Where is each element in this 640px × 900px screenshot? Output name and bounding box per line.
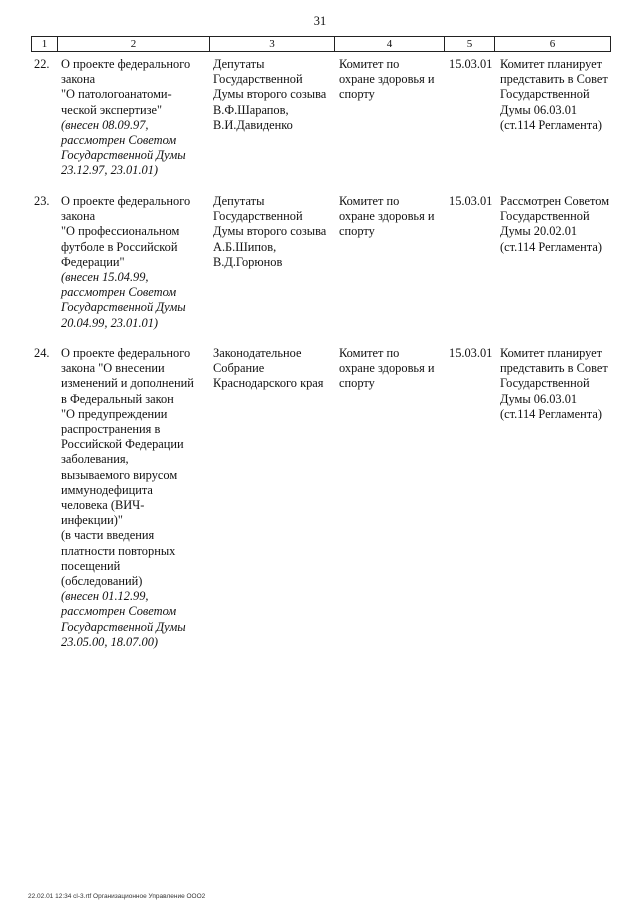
bill-note-line: рассмотрен Советом — [61, 285, 177, 300]
column-header-table — [31, 36, 611, 52]
status-line: Рассмотрен Советом — [500, 194, 610, 208]
bill-title-line: ческой экспертизе" — [61, 102, 163, 117]
review-date: 15.03.01 — [449, 57, 493, 71]
bill-title-line: человека (ВИЧ- — [61, 498, 145, 513]
committee-line: спорту — [339, 376, 375, 391]
committee-line: охране здоровья и — [339, 72, 435, 87]
bill-title-line: инфекции)" — [61, 513, 123, 528]
bill-title — [61, 194, 209, 331]
status-line: Комитет планирует — [500, 57, 603, 71]
bill-title-line: "О профессиональном — [61, 224, 180, 239]
row-number: 22. — [34, 57, 50, 71]
bill-title — [61, 57, 209, 179]
bill-author-line: В.Д.Горюнов — [213, 254, 283, 269]
bill-title — [61, 346, 209, 650]
bill-status — [500, 346, 615, 422]
committee-line: Комитет по — [339, 57, 400, 71]
responsible-committee — [339, 346, 447, 392]
status-line: Думы 06.03.01 — [500, 102, 578, 117]
committee-line: охране здоровья и — [339, 361, 435, 376]
bill-note-line: рассмотрен Советом — [61, 133, 177, 148]
bill-title-line: футболе в Российской — [61, 239, 178, 254]
column-number-4: 4 — [335, 37, 445, 52]
bill-author-line: Думы второго созыва — [213, 87, 327, 102]
bill-title-line: О проекте федерального — [61, 194, 191, 208]
committee-line: охране здоровья и — [339, 209, 435, 224]
bill-title-line: закона — [61, 209, 96, 224]
committee-line: Комитет по — [339, 346, 400, 360]
bill-author-line: В.И.Давиденко — [213, 117, 293, 132]
bill-author — [213, 57, 333, 133]
column-number-2: 2 — [58, 37, 210, 52]
bill-title-line: в Федеральный закон — [61, 391, 174, 406]
bill-note-line: Государственной Думы — [61, 619, 186, 634]
committee-line: спорту — [339, 224, 375, 239]
bill-title-line: заболевания, — [61, 452, 129, 467]
bill-title-line: платности повторных — [61, 543, 176, 558]
column-number-5: 5 — [445, 37, 495, 52]
bill-author-line: В.Ф.Шарапов, — [213, 102, 289, 117]
bill-title-line: "О предупреждении — [61, 406, 168, 421]
bill-note-line: Государственной Думы — [61, 148, 186, 163]
bill-author-line: Государственной — [213, 209, 303, 224]
column-number-1: 1 — [32, 37, 58, 52]
bill-status — [500, 194, 615, 255]
bill-note-line: (внесен 08.09.97, — [61, 117, 149, 132]
status-line: Думы 20.02.01 — [500, 224, 578, 239]
bill-title-line: закона "О внесении — [61, 361, 165, 376]
bill-author-line: Собрание — [213, 361, 265, 376]
bill-status — [500, 57, 615, 133]
bill-title-line: распространения в — [61, 422, 161, 437]
document-footer: 22.02.01 12:34 cl-3.rtf Организационное Управление ООО2 — [28, 893, 206, 900]
bill-title-line: "О патологоанатоми- — [61, 87, 172, 102]
committee-line: Комитет по — [339, 194, 400, 208]
committee-line: спорту — [339, 87, 375, 102]
page-number: 31 — [313, 14, 327, 28]
bill-title-line: О проекте федерального — [61, 57, 191, 71]
status-line: (ст.114 Регламента) — [500, 239, 602, 254]
bill-title-line: О проекте федерального — [61, 346, 191, 360]
bill-title-line: посещений — [61, 558, 121, 573]
bill-author-line: Депутаты — [213, 194, 265, 208]
bill-author-line: Законодательное — [213, 346, 302, 360]
responsible-committee — [339, 57, 447, 103]
bill-note-line: (внесен 15.04.99, — [61, 270, 149, 285]
bill-title-line: (обследований) — [61, 574, 143, 589]
bill-title-line: иммунодефицита — [61, 482, 153, 497]
row-number: 24. — [34, 346, 50, 360]
bill-note-line: Государственной Думы — [61, 300, 186, 315]
status-line: представить в Совет — [500, 361, 608, 376]
bill-note-line: 20.04.99, 23.01.01) — [61, 315, 159, 330]
review-date: 15.03.01 — [449, 346, 493, 360]
review-date: 15.03.01 — [449, 194, 493, 208]
status-line: (ст.114 Регламента) — [500, 406, 602, 421]
status-line: Государственной — [500, 87, 590, 102]
row-number: 23. — [34, 194, 50, 208]
bill-title-line: изменений и дополнений — [61, 376, 194, 391]
bill-author-line: Депутаты — [213, 57, 265, 71]
bill-title-line: вызываемого вирусом — [61, 467, 178, 482]
column-number-6: 6 — [495, 37, 611, 52]
bill-title-line: Федерации" — [61, 254, 125, 269]
bill-author-line: Государственной — [213, 72, 303, 87]
bill-note-line: 23.05.00, 18.07.00) — [61, 634, 159, 649]
status-line: Думы 06.03.01 — [500, 391, 578, 406]
status-line: Государственной — [500, 376, 590, 391]
status-line: Государственной — [500, 209, 590, 224]
bill-author — [213, 194, 333, 270]
bill-note-line: рассмотрен Советом — [61, 604, 177, 619]
bill-title-line: Российской Федерации — [61, 437, 184, 452]
status-line: Комитет планирует — [500, 346, 603, 360]
column-number-3: 3 — [210, 37, 335, 52]
status-line: (ст.114 Регламента) — [500, 117, 602, 132]
bill-title-line: закона — [61, 72, 96, 87]
bill-title-line: (в части введения — [61, 528, 155, 543]
bill-author-line: А.Б.Шипов, — [213, 239, 277, 254]
bill-author-line: Краснодарского края — [213, 376, 324, 391]
bill-note-line: (внесен 01.12.99, — [61, 589, 149, 604]
status-line: представить в Совет — [500, 72, 608, 87]
bill-author-line: Думы второго созыва — [213, 224, 327, 239]
bill-note-line: 23.12.97, 23.01.01) — [61, 163, 159, 178]
responsible-committee — [339, 194, 447, 240]
bill-author — [213, 346, 333, 392]
